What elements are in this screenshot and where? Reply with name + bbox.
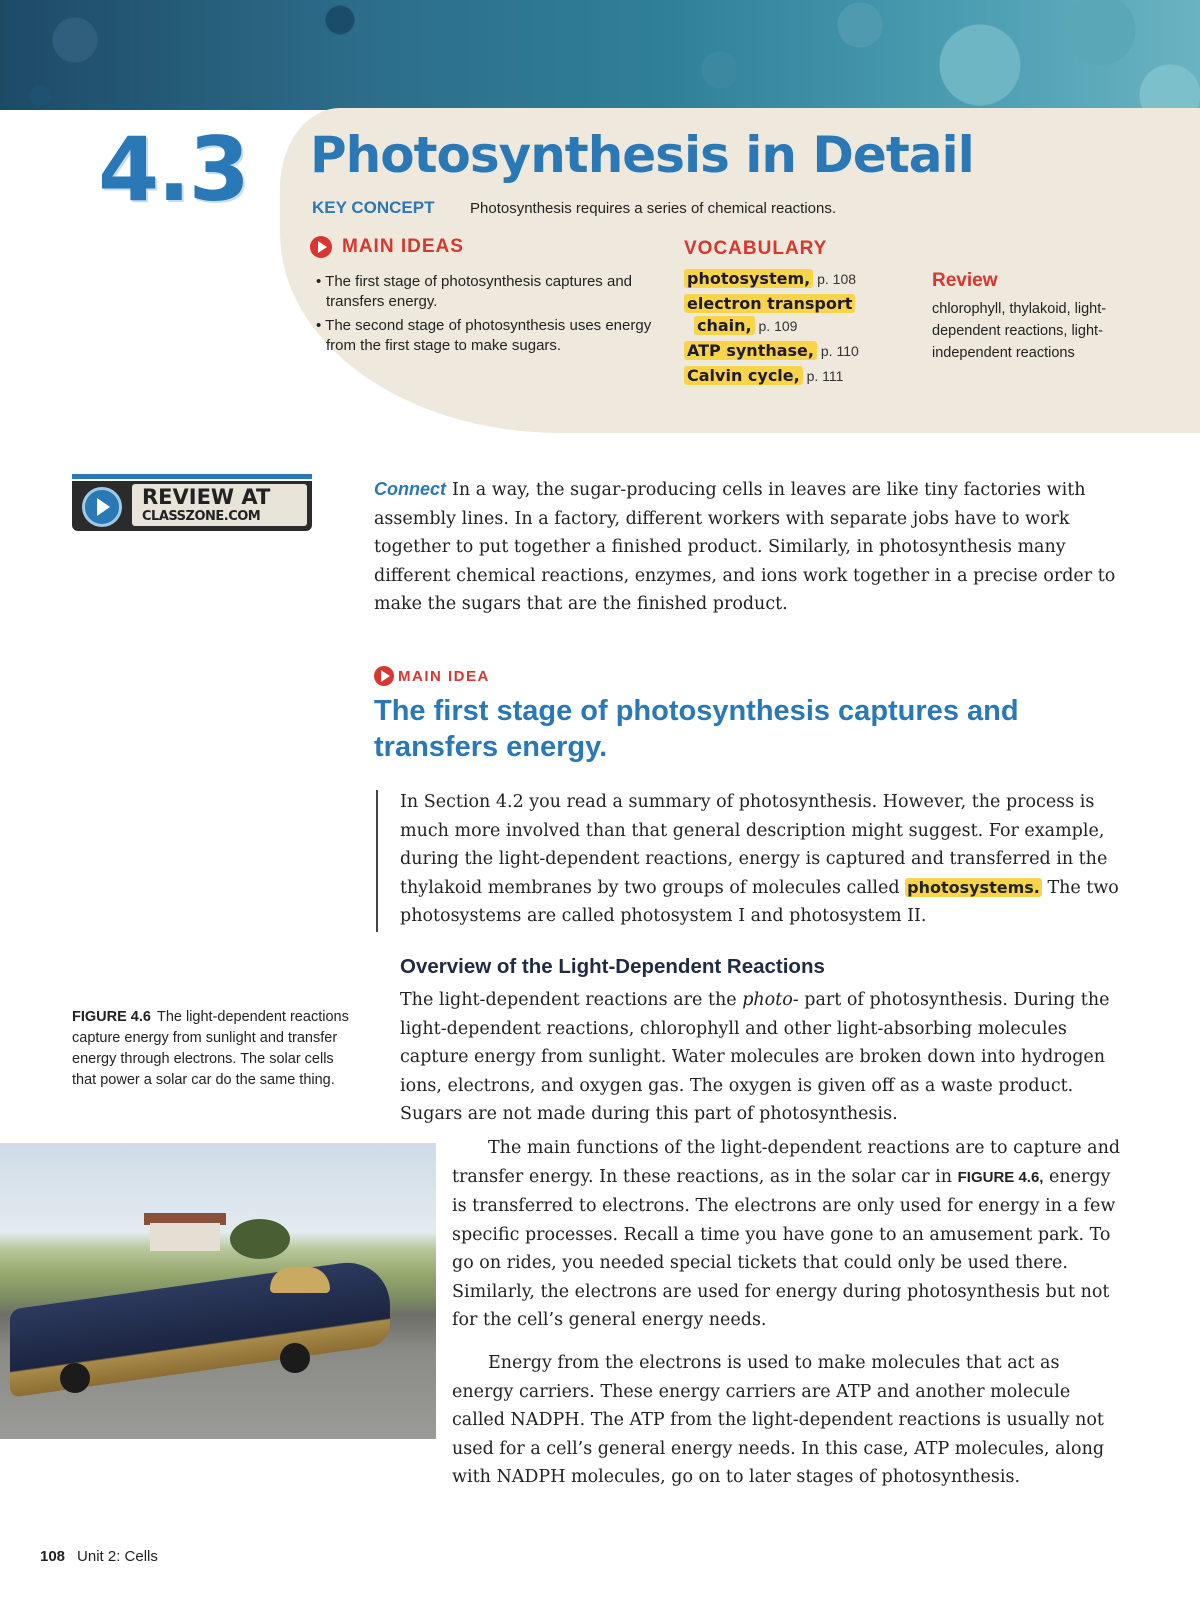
vocab-page: p. 109 [758, 318, 798, 334]
main-ideas-heading [310, 236, 464, 258]
play-arrow-icon [310, 236, 332, 258]
body-paragraph [400, 788, 1125, 931]
connect-paragraph [374, 475, 1120, 619]
solar-car-canopy [270, 1267, 330, 1293]
margin-rule [376, 790, 378, 932]
review-heading: Review [932, 270, 998, 291]
vocab-page: p. 110 [820, 343, 859, 359]
play-arrow-icon [374, 666, 394, 686]
section-number: 4.3 [98, 118, 248, 221]
vocab-item [684, 268, 904, 290]
classzone-accent-bar [72, 474, 312, 479]
key-concept-label: KEY CONCEPT [312, 198, 435, 217]
vocab-item [684, 340, 904, 362]
classzone-line2: CLASSZONE.COM [142, 509, 261, 524]
paragraph-text: In Section 4.2 you read a summary of photosynthesis. However, the process is much more involved than that general description might suggest. For example, during the light-dependent reactions, energy is captured and transferred in the thylakoid membranes by two groups of molecules called [400, 792, 1108, 898]
header-banner-image [0, 0, 1200, 110]
classzone-box [72, 481, 312, 531]
subsection-heading: Overview of the Light-Dependent Reactions [400, 955, 825, 978]
figure-caption [72, 1007, 358, 1091]
main-idea-heading [374, 666, 490, 686]
paragraph-text: The two photosystems are called photosystem I and photosystem II. [400, 877, 1119, 926]
page-title: Photosynthesis in Detail [310, 126, 974, 184]
figure-label: FIGURE 4.6 [72, 1009, 151, 1025]
car-wheel [60, 1363, 90, 1393]
vocabulary-heading: VOCABULARY [684, 238, 828, 259]
caption-text: The light-dependent reactions capture energy from sunlight and transfer energy through electrons. The solar cells that power a solar car do the same thing. [72, 1009, 349, 1088]
review-at-classzone-button[interactable] [72, 474, 312, 534]
italic-term: photo- [742, 990, 799, 1010]
paragraph-text: The main functions of the light-dependent reactions are to capture and transfer energy. In these reactions, as in the solar car in [452, 1138, 1121, 1187]
figure-reference: FIGURE 4.6, [957, 1168, 1044, 1186]
vocab-term[interactable]: photosystem, [684, 269, 813, 288]
vocab-term-continued[interactable]: chain, [694, 316, 755, 335]
review-terms: chlorophyll, thylakoid, light-dependent reactions, light-independent reactions [932, 301, 1107, 361]
vocab-term[interactable]: ATP synthase, [684, 341, 817, 360]
main-ideas-label: MAIN IDEAS [342, 236, 464, 257]
body-paragraph: Energy from the electrons is used to make molecules that act as energy carriers. These energy carriers are ATP and another molecule called NADPH. The ATP from the light-dependent reactions is usually not used for a cell’s general energy needs. In this case, ATP molecules, along with NADPH molecules, go on to later stages of photosynthesis. [452, 1353, 1105, 1487]
page-number: 108 [40, 1548, 66, 1565]
main-idea-title: The first stage of photosynthesis captures and transfers energy. [374, 695, 1019, 763]
connect-text: In a way, the sugar-producing cells in leaves are like tiny factories with assembly lines. In a factory, different workers with separate jobs have to work together to put together a finished product. Similarly, in photosynthesis many different chemical reactions, enzymes, and ions work together in a precise order to make the sugars that are the finished product. [374, 480, 1116, 614]
body-paragraph [452, 1134, 1125, 1335]
vocab-term[interactable]: electron transport [684, 294, 855, 313]
play-button-icon [82, 487, 122, 527]
body-paragraph [400, 986, 1125, 1129]
classzone-label-tab [132, 484, 307, 526]
main-idea-item: • The first stage of photosynthesis captures and transfers energy. [316, 272, 656, 312]
vocab-highlight-term[interactable]: photosystems. [907, 877, 1040, 897]
key-concept-text: Photosynthesis requires a series of chemical reactions. [470, 200, 837, 217]
vocabulary-list [684, 268, 904, 390]
paragraph-text: energy is transferred to electrons. The electrons are only used for energy in a few specific processes. Recall a time you have gone to an amusement park. To go on rides, you needed special tickets that could only be used there. Similarly, the electrons are used for energy during photosynthesis but not for the cell’s general energy needs. [452, 1166, 1116, 1330]
main-idea-label: MAIN IDEA [398, 667, 490, 685]
classzone-line1: REVIEW AT [142, 485, 271, 509]
connect-label: Connect [374, 479, 446, 499]
vocab-item [684, 365, 904, 387]
paragraph-text: The light-dependent reactions are the [400, 990, 737, 1010]
house [150, 1223, 220, 1251]
page-footer [40, 1548, 158, 1565]
unit-label: Unit 2: Cells [77, 1548, 158, 1565]
vocab-page: p. 111 [806, 368, 844, 384]
main-ideas-list [316, 272, 656, 360]
solar-car-photo [0, 1143, 436, 1439]
paragraph-text: part of photosynthesis. During the light-dependent reactions, chlorophyll and other light-absorbing molecules capture energy from sunlight. Water molecules are broken down into hydrogen ions, electrons, and oxygen gas. The oxygen is given off as a waste product. Sugars are not made during this part of photosynthesis. [400, 990, 1110, 1124]
main-idea-item: • The second stage of photosynthesis uses energy from the first stage to make sugars. [316, 316, 656, 356]
vocab-term[interactable]: Calvin cycle, [684, 366, 803, 385]
car-wheel [280, 1343, 310, 1373]
tree [230, 1219, 290, 1259]
vocab-item [684, 293, 904, 337]
vocab-page: p. 108 [817, 271, 857, 287]
